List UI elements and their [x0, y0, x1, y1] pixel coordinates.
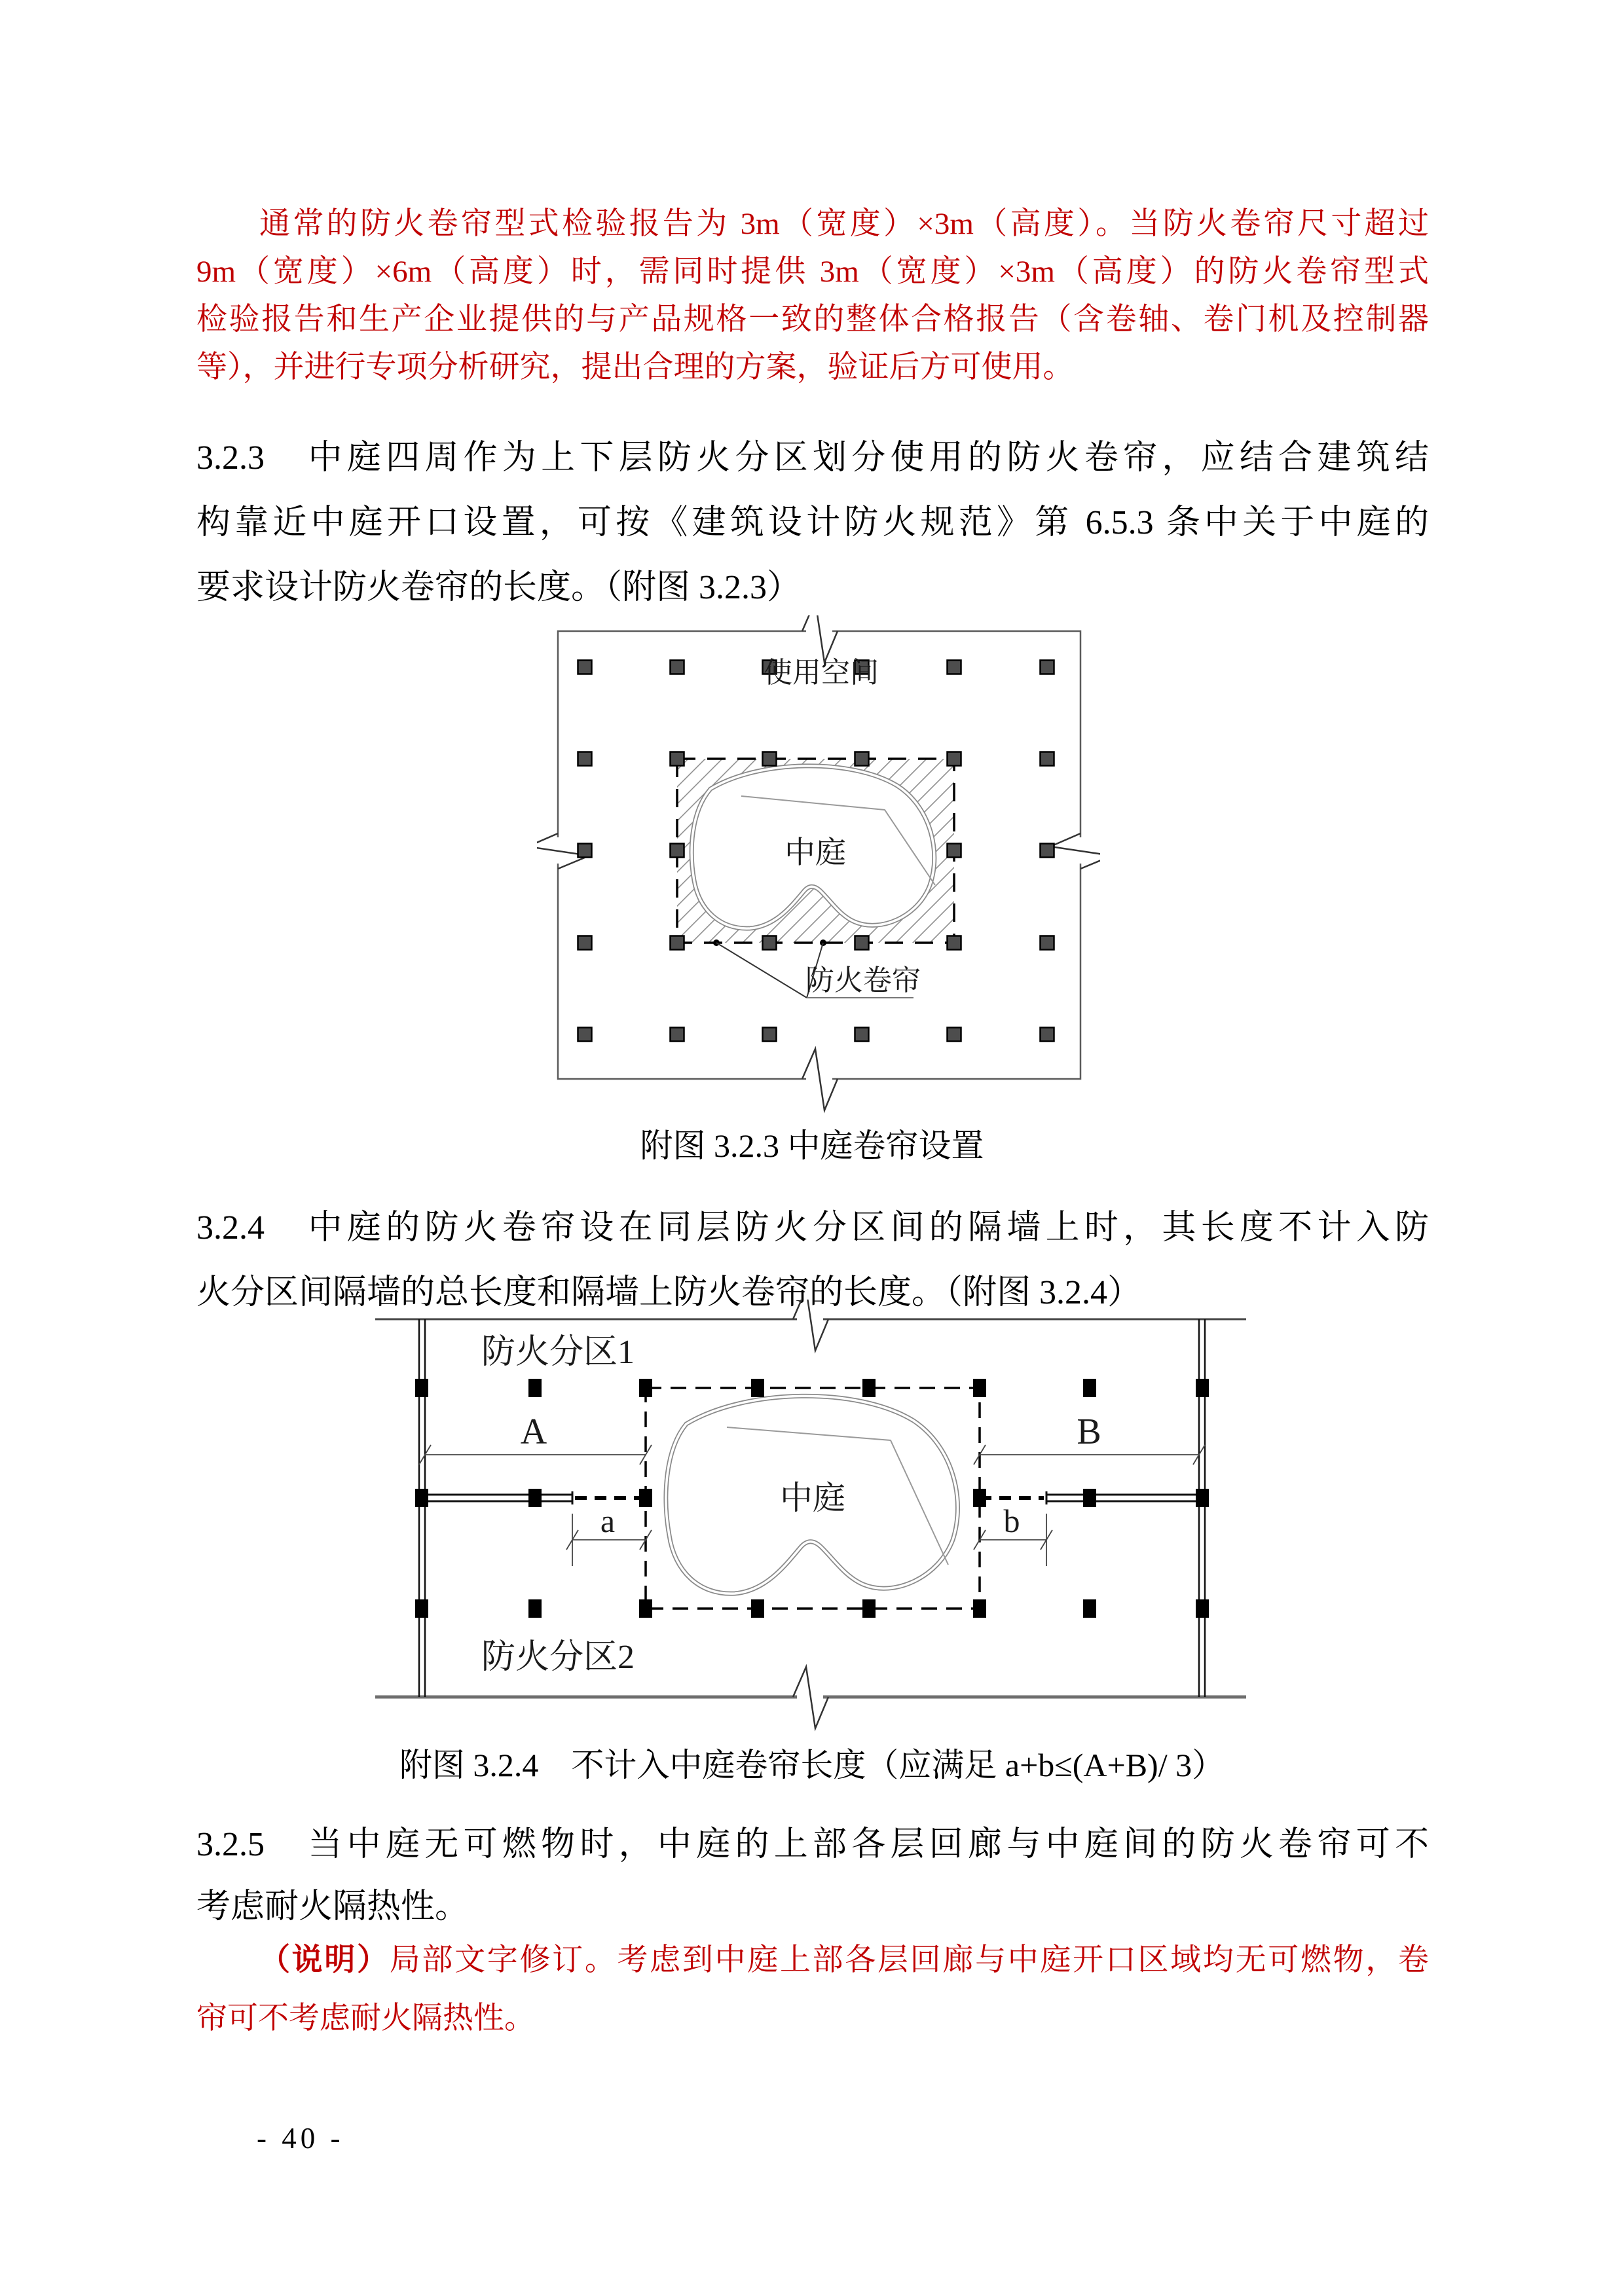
column-marker: [578, 936, 592, 950]
column-marker: [973, 1599, 986, 1618]
intro-note-line: 9m（宽度）×6m（高度）时，需同时提供 3m（宽度）×3m（高度）的防火卷帘型式: [196, 255, 1429, 289]
revision-note-line: 帘可不考虑耐火隔热性。: [196, 2001, 535, 2035]
column-marker: [948, 752, 961, 766]
column-marker: [1083, 1379, 1096, 1397]
column-marker: [948, 1028, 961, 1042]
partition-wall-right: [1046, 1491, 1202, 1504]
dim-a-label: a: [600, 1503, 616, 1539]
column-marker: [639, 1379, 652, 1397]
column-marker: [639, 1489, 652, 1507]
page-number: - 40 -: [257, 2122, 344, 2155]
intro-note-line: 检验报告和生产企业提供的与产品规格一致的整体合格报告（含卷轴、卷门机及控制器: [196, 302, 1429, 337]
column-marker: [751, 1379, 764, 1397]
column-marker: [855, 936, 869, 950]
figure-3-2-3-atrium-plan: [537, 615, 1100, 1114]
column-marker: [973, 1489, 986, 1507]
partition-wall-left: [422, 1491, 572, 1504]
column-marker: [671, 752, 684, 766]
column-marker: [415, 1379, 428, 1397]
column-marker: [671, 1028, 684, 1042]
column-marker: [1041, 1028, 1054, 1042]
column-marker: [862, 1379, 876, 1397]
column-marker: [948, 661, 961, 674]
column-marker: [578, 661, 592, 674]
section-3-2-5-line: 考虑耐火隔热性。: [196, 1888, 470, 1925]
column-marker: [862, 1599, 876, 1618]
column-marker: [855, 1028, 869, 1042]
column-marker: [763, 1028, 777, 1042]
column-marker: [671, 936, 684, 950]
section-3-2-4-line: 3.2.4 中庭的防火卷帘设在同层防火分区间的隔墙上时，其长度不计入防: [196, 1209, 1429, 1247]
column-marker: [1041, 844, 1054, 858]
fire-curtain-label: 防火卷帘: [805, 964, 921, 996]
column-marker: [973, 1379, 986, 1397]
section-3-2-4-line: 火分区间隔墙的总长度和隔墙上防火卷帘的长度。（附图 3.2.4）: [196, 1274, 1142, 1311]
column-marker: [528, 1489, 542, 1507]
column-marker: [948, 936, 961, 950]
column-marker: [751, 1599, 764, 1618]
section-3-2-5: [196, 1813, 1429, 1938]
column-marker: [763, 936, 777, 950]
section-3-2-3-line: 3.2.3 中庭四周作为上下层防火分区划分使用的防火卷帘，应结合建筑结: [196, 439, 1429, 477]
dim-B-label: B: [1077, 1412, 1101, 1452]
column-marker: [855, 752, 869, 766]
column-marker: [1083, 1599, 1096, 1618]
atrium-label: 中庭: [784, 836, 846, 870]
column-marker: [1041, 752, 1054, 766]
column-marker: [1196, 1379, 1209, 1397]
revision-note-line: （说明）局部文字修订。考虑到中庭上部各层回廊与中庭开口区域均无可燃物，卷: [259, 1943, 1430, 1977]
intro-note: [196, 200, 1429, 392]
zone1-label: 防火分区1: [481, 1334, 635, 1371]
column-marker: [763, 752, 777, 766]
column-marker: [1083, 1489, 1096, 1507]
column-marker: [1196, 1489, 1209, 1507]
column-marker: [1196, 1599, 1209, 1618]
column-marker: [578, 752, 592, 766]
intro-note-line: 通常的防火卷帘型式检验报告为 3m（宽度）×3m（高度）。当防火卷帘尺寸超过: [259, 207, 1429, 241]
column-marker: [578, 844, 592, 858]
intro-note-line: 等），并进行专项分析研究，提出合理的方案，验证后方可使用。: [196, 350, 1074, 384]
column-marker: [1041, 936, 1054, 950]
column-marker: [671, 844, 684, 858]
figure-3-2-3-caption: 附图 3.2.3 中庭卷帘设置: [640, 1127, 984, 1164]
column-marker: [528, 1379, 542, 1397]
section-3-2-3: [196, 426, 1429, 620]
column-marker: [578, 1028, 592, 1042]
column-marker: [1041, 661, 1054, 674]
figure-3-2-4-zones-plan: [354, 1300, 1270, 1732]
figure-3-2-4-caption: 附图 3.2.4 不计入中庭卷帘长度（应满足 a+b≤(A+B)/ 3）: [399, 1747, 1225, 1783]
revision-note-label: （说明）: [259, 1943, 390, 1977]
column-marker: [415, 1489, 428, 1507]
column-marker: [671, 661, 684, 674]
section-3-2-3-line: 构靠近中庭开口设置，可按《建筑设计防火规范》第 6.5.3 条中关于中庭的: [196, 504, 1429, 541]
zone2-label: 防火分区2: [481, 1639, 635, 1676]
usage-space-label: 使用空间: [764, 657, 879, 689]
dim-A-label: A: [520, 1412, 547, 1452]
revision-note: [196, 1931, 1429, 2048]
section-3-2-3-line: 要求设计防火卷帘的长度。（附图 3.2.3）: [196, 569, 802, 606]
column-marker: [639, 1599, 652, 1618]
atrium-label: 中庭: [780, 1480, 845, 1516]
column-marker: [415, 1599, 428, 1618]
column-marker: [528, 1599, 542, 1618]
dim-b-label: b: [1003, 1503, 1020, 1539]
column-marker: [948, 844, 961, 858]
section-3-2-5-line: 3.2.5 当中庭无可燃物时，中庭的上部各层回廊与中庭间的防火卷帘可不: [196, 1826, 1429, 1863]
